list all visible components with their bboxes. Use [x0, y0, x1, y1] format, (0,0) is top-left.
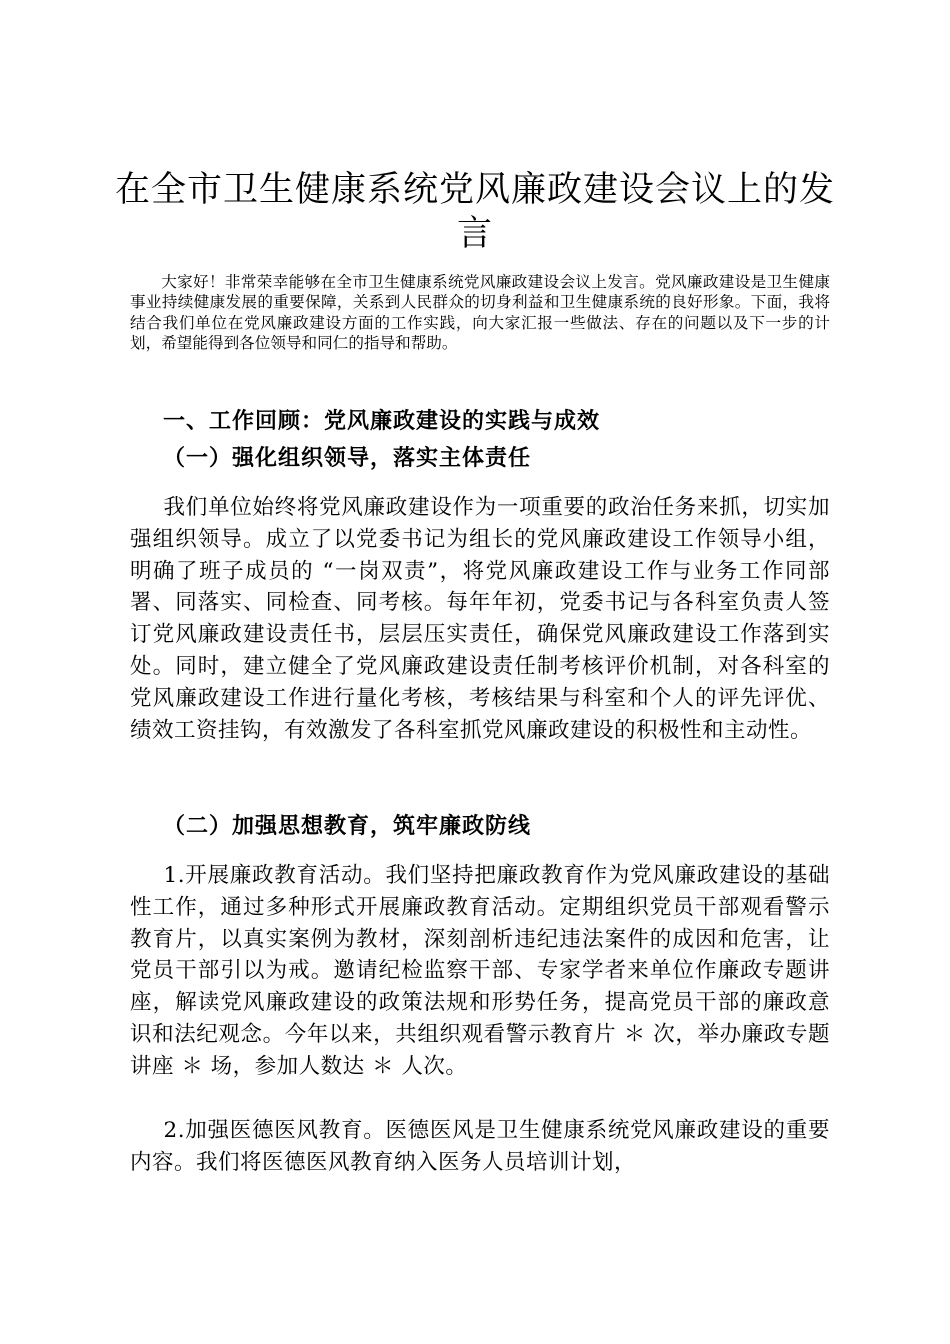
subsection-1-paragraph: 我们单位始终将党风廉政建设作为一项重要的政治任务来抓，切实加强组织领导。成立了以党委书记为组长的党风廉政建设工作领导小组，明确了班子成员的 “一岗双责”，将党风廉政建设工作与业务工作同部署、同落实、同检查、同考核。每年年初，党委书记与各科室负责人签订党风廉政建设责任书，层层压实责任，确保党风廉政建设工作落到实处。同时，建立健全了党风廉政建设责任制考核评价机制，对各科室的党风廉政建设工作进行量化考核，考核结果与科室和个人的评先评优、绩效工资挂钩，有效激发了各科室抓党风廉政建设的积极性和主动性。	[130, 495, 830, 743]
subsection-heading-1: （一）强化组织领导，落实主体责任	[163, 445, 532, 471]
subsection-2-item-1: 1.开展廉政教育活动。我们坚持把廉政教育作为党风廉政建设的基础性工作，通过多种形式开展廉政教育活动。定期组织党员干部观看警示教育片，以真实案例为教材，深刻剖析违纪违法案件的成因和危害，让党员干部引以为戒。邀请纪检监察干部、专家学者来单位作廉政专题讲座，解读党风廉政建设的政策法规和形势任务，提高党员干部的廉政意识和法纪观念。今年以来，共组织观看警示教育片 ＊ 次，举办廉政专题讲座 ＊ 场，参加人数达 ＊ 人次。	[130, 863, 830, 1079]
section-heading-1: 一、工作回顾：党风廉政建设的实践与成效	[163, 408, 601, 434]
subsection-heading-2: （二）加强思想教育，筑牢廉政防线	[163, 813, 532, 839]
document-title: 在全市卫生健康系统党风廉政建设会议上的发言	[114, 170, 835, 254]
intro-paragraph: 大家好！非常荣幸能够在全市卫生健康系统党风廉政建设会议上发言。党风廉政建设是卫生健康事业持续健康发展的重要保障，关系到人民群众的切身利益和卫生健康系统的良好形象。下面，我将结合我们单位在党风廉政建设方面的工作实践，向大家汇报一些做法、存在的问题以及下一步的计划，希望能得到各位领导和同仁的指导和帮助。	[130, 273, 830, 353]
subsection-2-item-2: 2.加强医德医风教育。医德医风是卫生健康系统党风廉政建设的重要内容。我们将医德医风教育纳入医务人员培训计划，	[130, 1118, 830, 1175]
